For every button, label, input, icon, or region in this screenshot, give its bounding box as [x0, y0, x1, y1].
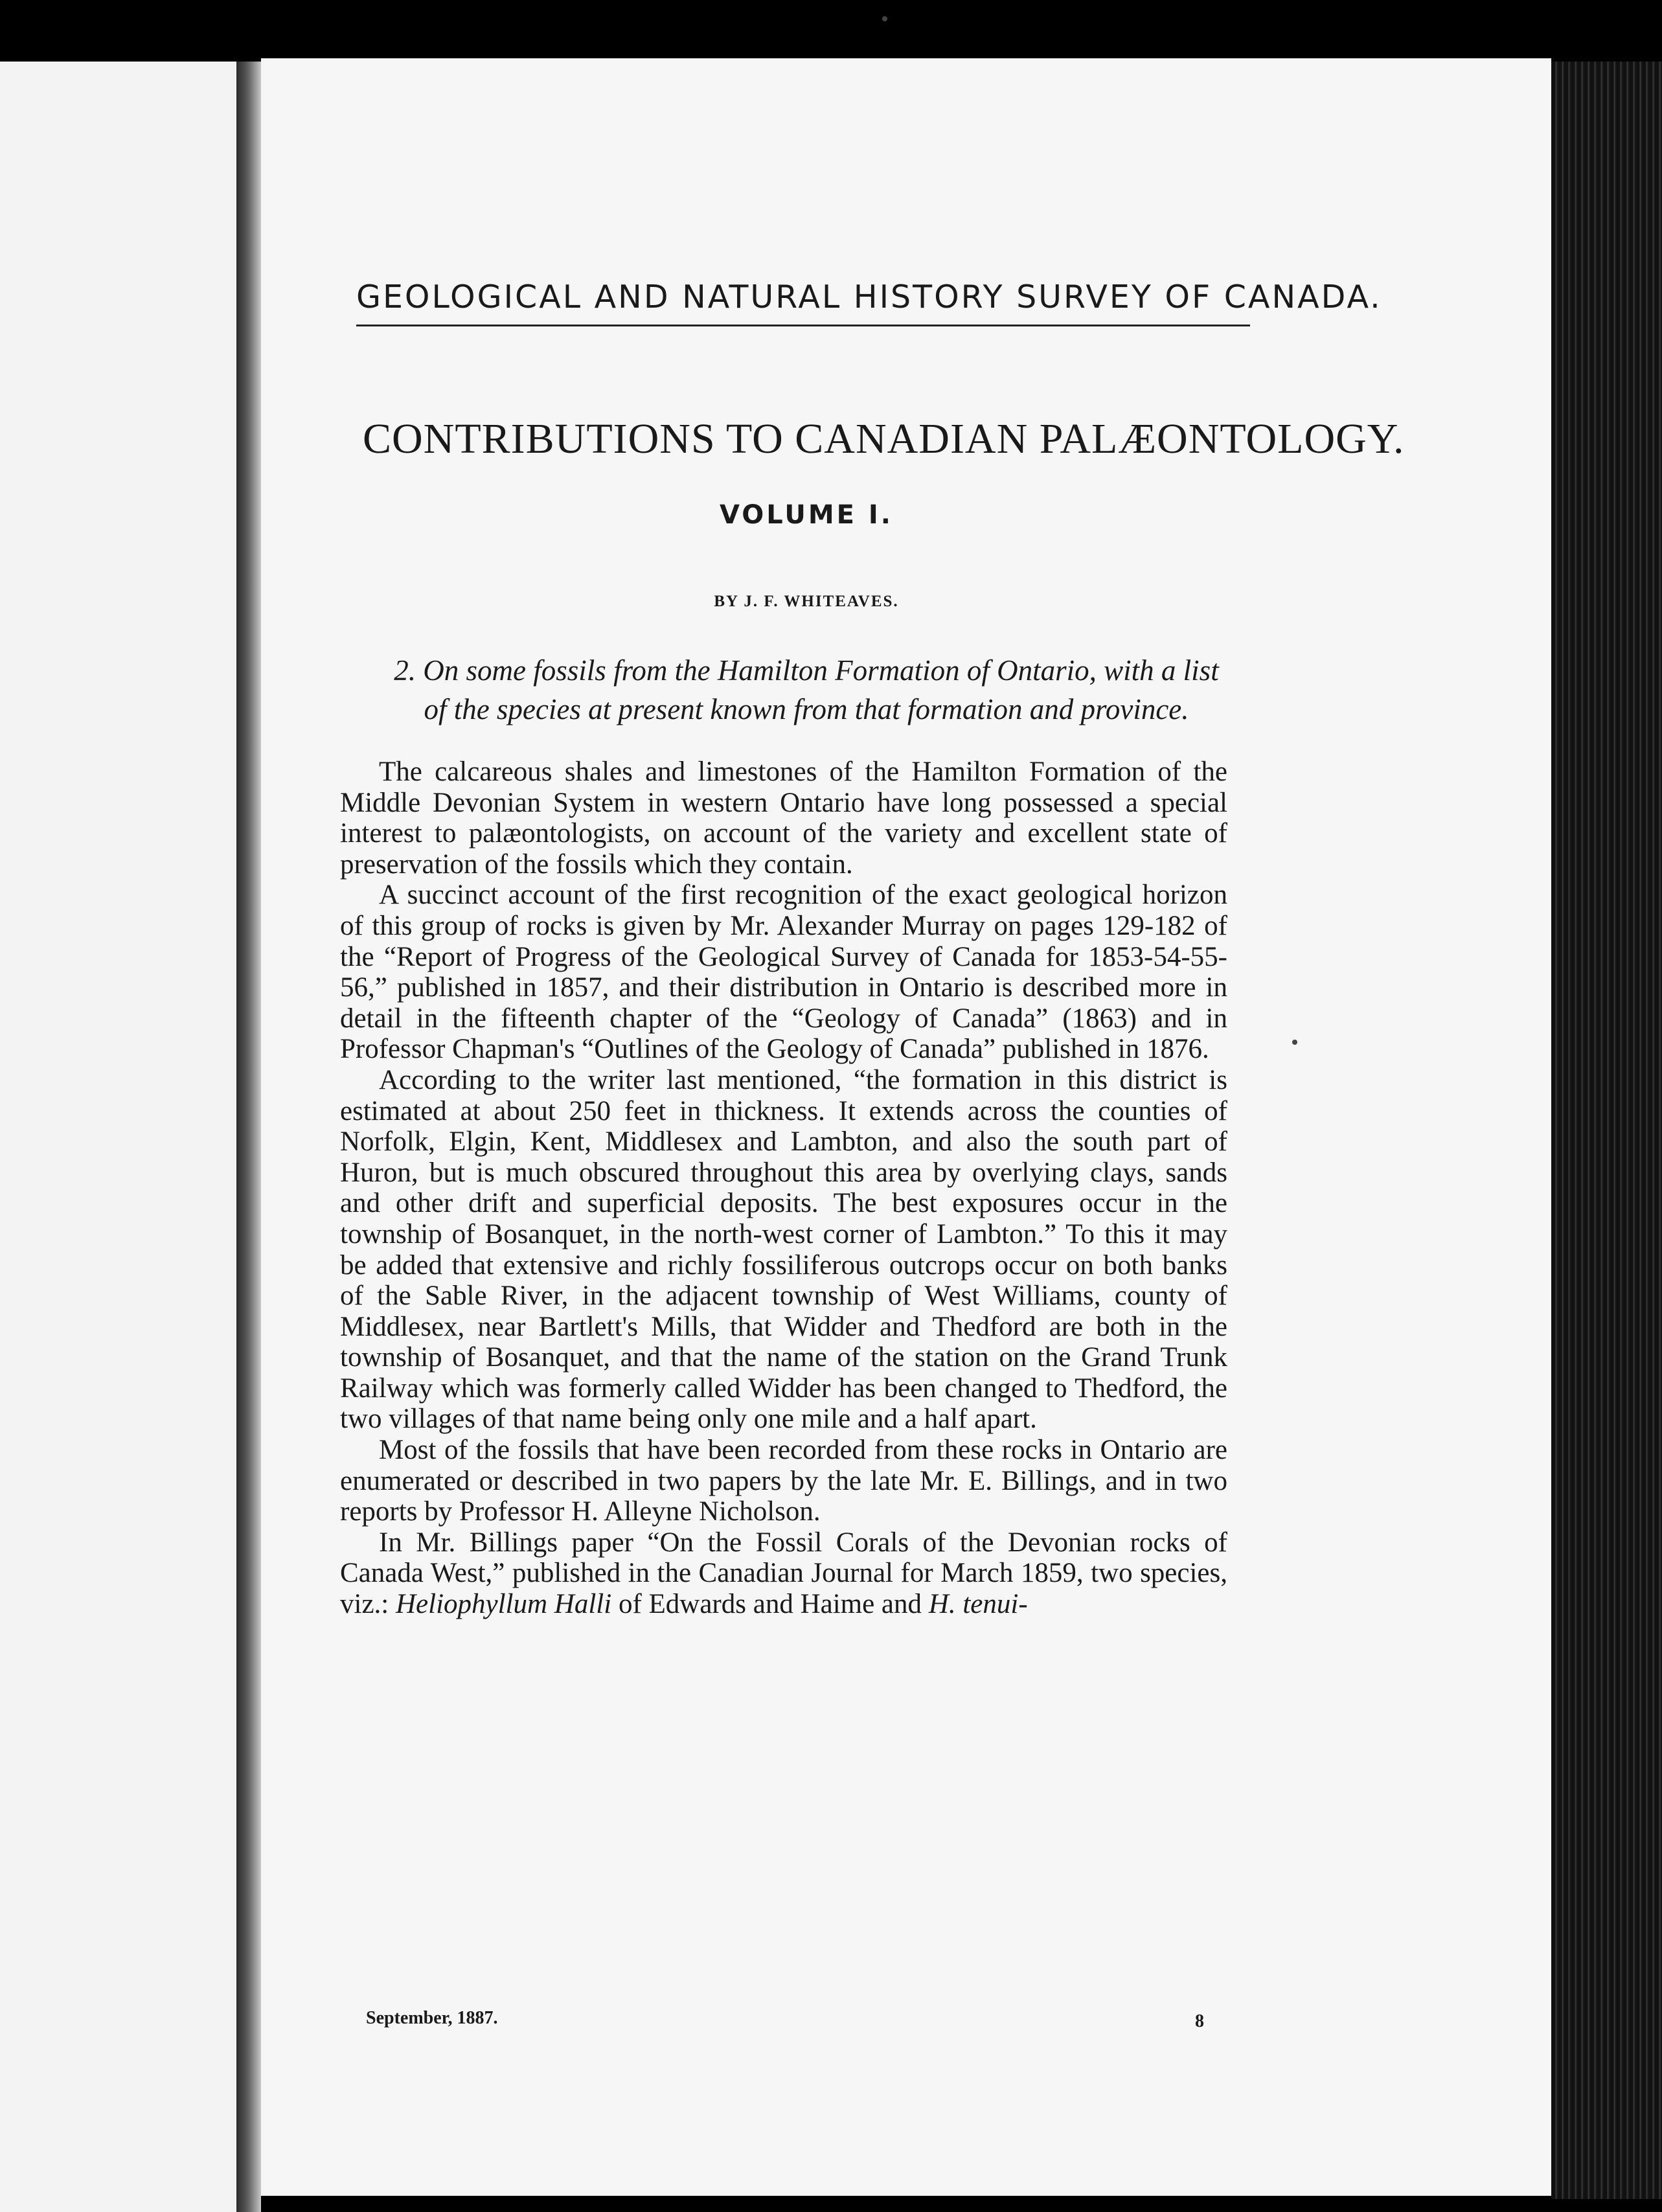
main-title: CONTRIBUTIONS TO CANADIAN PALÆONTOLOGY.: [363, 415, 1405, 462]
speck: [882, 16, 887, 21]
signature-number: 8: [1195, 2011, 1204, 2031]
left-page: [0, 62, 236, 2212]
paragraph: The calcareous shales and limestones of the Hamilton Formation of the Middle Devonian System in western Ontario have long possessed a special interest to palæontologists, on account of the variety and excellent state of preservation of the fossils which they contain.: [340, 757, 1227, 880]
book-spine: [236, 62, 261, 2212]
paragraph: According to the writer last mentioned, “the formation in this district is estimated at about 250 feet in thickness. It extends across the counties of Norfolk, Elgin, Kent, Middlesex and Lambton, and also the south part of Huron, but is much obscured throughout this area by overlying clays, sands and other drift and superficial deposits. The best exposures occur in the township of Bosanquet, in the north-west corner of Lambton.” To this it may be added that extensive and richly fossiliferous outcrops occur on both banks of the Sable River, in the adjacent township of West Williams, county of Middlesex, near Bartlett's Mills, that Widder and Thedford are both in the township of Bosanquet, and that the name of the station on the Grand Trunk Railway which was formerly called Widder has been changed to Thedford, the two villages of that name being only one mile and a half apart.: [340, 1064, 1227, 1435]
text-run: of Edwards and Haime and: [611, 1589, 929, 1620]
author-byline: BY J. F. WHITEAVES.: [714, 593, 899, 610]
species-name: Heliophyllum Halli: [395, 1589, 612, 1620]
section-title: [363, 651, 1250, 729]
speck: [1292, 1040, 1297, 1045]
survey-title: GEOLOGICAL AND NATURAL HISTORY SURVEY OF CANADA.: [356, 279, 1250, 326]
paragraph: [340, 1527, 1227, 1620]
volume-label: VOLUME I.: [720, 500, 893, 530]
section-title-line2: of the species at present known from that formation and province.: [424, 693, 1189, 725]
body-text: [340, 757, 1227, 1620]
section-title-line1: 2. On some fossils from the Hamilton Formation of Ontario, with a list: [394, 654, 1219, 687]
footer-date: September, 1887.: [366, 2008, 498, 2028]
text-run: In Mr. Billings paper “On the Fossil Corals of the Devonian rocks of Canada West,” published in the Canadian Journal for March 1859, two species, viz.:: [340, 1527, 1227, 1620]
page-edges: [1551, 62, 1662, 2199]
species-name: H. tenui-: [928, 1589, 1028, 1620]
paragraph: A succinct account of the first recognition of the exact geological horizon of this group of rocks is given by Mr. Alexander Murray on pages 129-182 of the “Report of Progress of the Geological Survey of Canada for 1853-54-55-56,” published in 1857, and their distribution in Ontario is described more in detail in the fifteenth chapter of the “Geology of Canada” (1863) and in Professor Chapman's “Outlines of the Geology of Canada” published in 1876.: [340, 880, 1227, 1065]
paragraph: Most of the fossils that have been recorded from these rocks in Ontario are enumerated or described in two papers by the late Mr. E. Billings, and in two reports by Professor H. Alleyne Nicholson.: [340, 1435, 1227, 1527]
